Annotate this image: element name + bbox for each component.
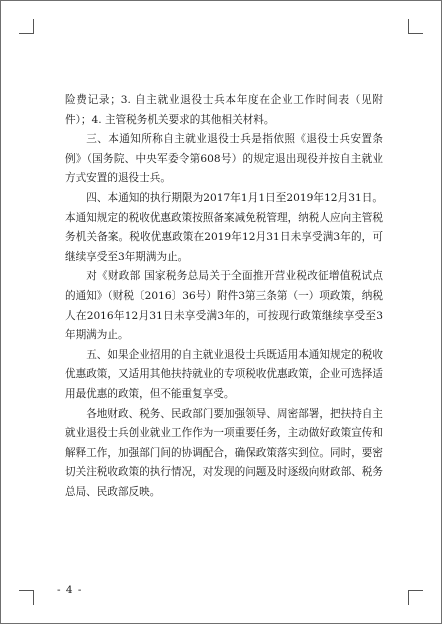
crop-mark-bottom-left xyxy=(19,590,34,605)
paragraph-section-5: 五、如果企业招用的自主就业退役士兵既适用本通知规定的税收优惠政策，又适用其他扶持就业的专项税收优惠政策，企业可选择适用最优惠的政策，但不能重复享受。 xyxy=(65,348,383,400)
paragraph-closing: 各地财政、税务、民政部门要加强领导、周密部署，把扶持自主就业退役士兵创业就业工作作为一项重要任务，主动做好政策宣传和解释工作，加强部门间的协调配合，确保政策落实到位。同时，要密切关注税收政策的执行情况，对发现的问题及时逐级向财政部、税务总局、民政部反映。 xyxy=(65,407,383,498)
crop-mark-top-left xyxy=(19,19,34,34)
crop-mark-top-right xyxy=(408,19,423,34)
paragraph-section-4: 四、本通知的执行期限为2017年1月1日至2019年12月31日。本通知规定的税收优惠政策按照备案减免税管理，纳税人应向主管税务机关备案。税收优惠政策在2019年12月31日未享受满3年的，可继续享受至3年期满为止。 xyxy=(65,191,383,263)
page-number: - 4 - xyxy=(57,584,83,596)
document-body xyxy=(65,91,383,502)
crop-mark-bottom-right xyxy=(408,590,423,605)
paragraph-section-3: 三、本通知所称自主就业退役士兵是指依照《退役士兵安置条例》（国务院、中央军委令第608号）的规定退出现役并按自主就业方式安置的退役士兵。 xyxy=(65,133,383,185)
paragraph-continuation: 险费记录；3. 自主就业退役士兵本年度在企业工作时间表（见附件）；4. 主管税务机关要求的其他相关材料。 xyxy=(65,94,383,126)
paragraph-notice-reference: 对《财政部 国家税务总局关于全面推开营业税改征增值税试点的通知》（财税〔2016〕36号）附件3第三条第（一）项政策，纳税人在2016年12月31日未享受满3年的，可按现行政策继续享受至3年期满为止。 xyxy=(65,270,383,342)
